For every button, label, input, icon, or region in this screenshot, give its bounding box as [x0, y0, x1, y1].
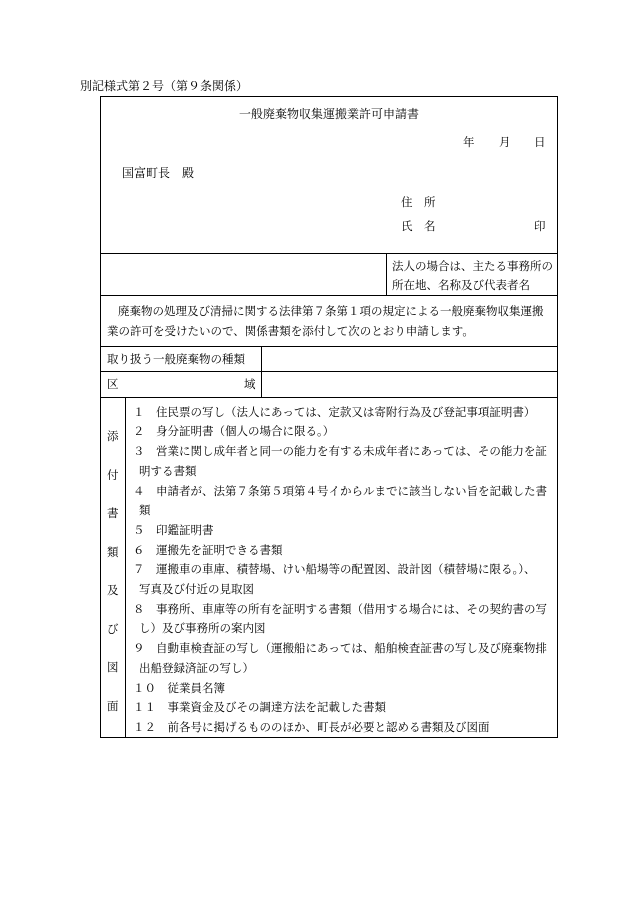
attachment-item: ４ 申請者が、法第７条第５項第４号イからルまでに該当しない旨を記載した書: [133, 484, 547, 498]
form-reference: 別記様式第２号（第９条関係）: [80, 79, 249, 93]
statement-line2: 業の許可を受けたいので、関係書類を添付して次のとおり申請します。: [107, 324, 474, 338]
corporate-note-line2: 所在地、名称及び代表者名: [392, 278, 530, 292]
attachment-item: ５ 印鑑証明書: [133, 523, 214, 537]
area-label-right: 域: [244, 377, 256, 391]
attachments-label-char: 図: [107, 660, 119, 674]
attachment-item: １０ 従業員名簿: [133, 681, 225, 695]
addressee: 国富町長 殿: [122, 166, 195, 180]
area-label-left: 区: [107, 377, 119, 391]
address-label: 住 所: [401, 195, 436, 209]
statement-line1: 廃棄物の処理及び清掃に関する法律第７条第１項の規定による一般廃棄物収集運搬: [118, 304, 544, 318]
corporate-note-line1: 法人の場合は、主たる事務所の: [392, 259, 553, 273]
attachment-item: １ 住民票の写し（法人にあっては、定款又は寄附行為及び登記事項証明書）: [133, 405, 536, 419]
attachment-item: ３ 営業に関し成年者と同一の能力を有する未成年者にあっては、その能力を証: [133, 444, 547, 458]
seal-mark: 印: [534, 219, 546, 233]
attachment-item: ６ 運搬先を証明できる書類: [133, 543, 283, 557]
attachment-item: ７ 運搬車の車庫、積替場、けい船場等の配置図、設計図（積替場に限る。）、: [133, 562, 536, 576]
attachment-item: １２ 前各号に掲げるもののほか、町長が必要と認める書類及び図面: [133, 720, 490, 734]
attachments-label-char: 面: [107, 699, 119, 713]
application-form: [100, 96, 558, 738]
attachment-item-continued: 明する書類: [139, 464, 197, 478]
date-day: 日: [534, 135, 546, 149]
attachment-item-continued: 出船登録済証の写し）: [139, 661, 254, 675]
attachment-item: １１ 事業資金及びその調達方法を記載した書類: [133, 700, 386, 714]
attachment-item-continued: 類: [139, 503, 151, 517]
attachments-label-char: 及: [107, 583, 119, 597]
attachment-item: ８ 事務所、車庫等の所有を証明する書類（借用する場合には、その契約書の写: [133, 602, 547, 616]
attachments-label-char: 類: [107, 545, 119, 559]
attachments-label-char: 添: [107, 429, 119, 443]
waste-type-label: 取り扱う一般廃棄物の種類: [107, 352, 245, 366]
attachment-item-continued: 写真及び付近の見取図: [139, 582, 254, 596]
attachments-label-char: び: [107, 622, 119, 636]
date-year: 年: [463, 135, 475, 149]
attachment-item-continued: し）及び事務所の案内図: [139, 621, 266, 635]
attachment-item: ９ 自動車検査証の写し（運搬船にあっては、船舶検査証書の写し及び廃棄物排: [133, 641, 547, 655]
date-month: 月: [499, 135, 511, 149]
attachments-label-char: 付: [107, 468, 119, 482]
attachment-item: ２ 身分証明書（個人の場合に限る。）: [133, 424, 335, 438]
form-title: 一般廃棄物収集運搬業許可申請書: [238, 107, 419, 121]
attachments-label-char: 書: [107, 506, 119, 520]
name-label: 氏 名: [401, 219, 436, 233]
